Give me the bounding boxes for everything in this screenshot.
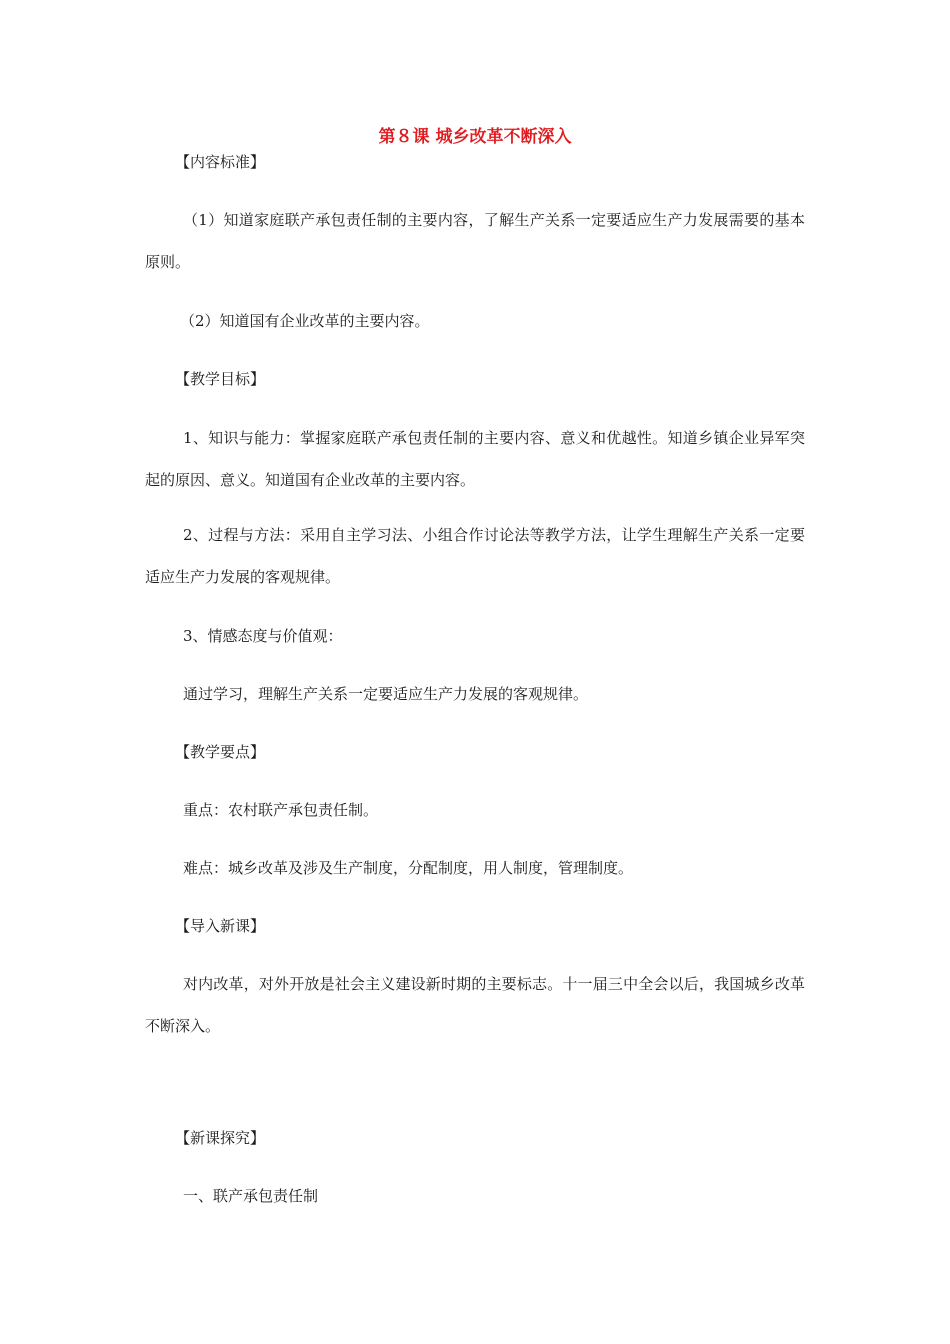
key-point: 重点：农村联产承包责任制。 (183, 801, 379, 819)
key-points-heading: 【教学要点】 (175, 743, 266, 761)
standard-2: （2）知道国有企业改革的主要内容。 (180, 312, 430, 330)
section-1-heading: 一、联产承包责任制 (183, 1187, 319, 1205)
goal-3-text: 通过学习，理解生产关系一定要适应生产力发展的客观规律。 (183, 685, 589, 703)
teaching-goals-heading: 【教学目标】 (175, 370, 266, 388)
goal-3: 3、情感态度与价值观： (183, 627, 343, 645)
lesson-title: 第８课 城乡改革不断深入 (378, 127, 572, 147)
goal-1: 1、知识与能力：掌握家庭联产承包责任制的主要内容、意义和优越性。知道乡镇企业异军突起的原因、意义。知道国有企业改革的主要内容。 (145, 429, 805, 489)
intro-text: 对内改革，对外开放是社会主义建设新时期的主要标志。十一届三中全会以后，我国城乡改革不断深入。 (145, 975, 805, 1035)
content-standard-heading: 【内容标准】 (175, 153, 266, 171)
intro-heading: 【导入新课】 (175, 917, 266, 935)
standard-1: （1）知道家庭联产承包责任制的主要内容，了解生产关系一定要适应生产力发展需要的基本原则。 (145, 211, 805, 271)
difficult-point: 难点：城乡改革及涉及生产制度，分配制度，用人制度，管理制度。 (183, 859, 634, 877)
new-lesson-heading: 【新课探究】 (175, 1129, 266, 1147)
goal-2: 2、过程与方法：采用自主学习法、小组合作讨论法等教学方法，让学生理解生产关系一定要适应生产力发展的客观规律。 (145, 526, 805, 586)
